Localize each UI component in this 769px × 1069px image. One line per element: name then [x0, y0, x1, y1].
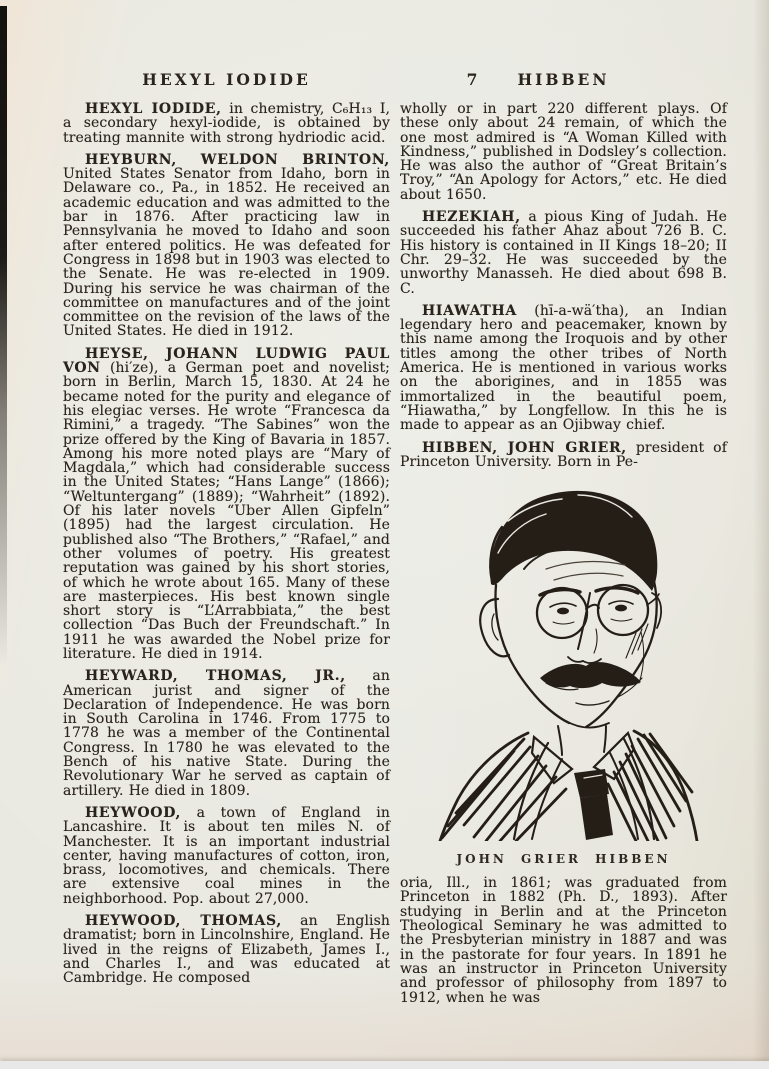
entry-heywood-thomas-continuation: wholly or in part 220 different plays. Of these only about 24 remain, of which the one most admired is “A Woman Killed with Kindness,” published in Dodsley’s collection. He was also the author of “Great Britain’s Troy,” “An Apology for Actors,” etc. He died about 1650.: [400, 101, 727, 203]
scan-edge-left: [0, 6, 7, 666]
entry-body: a town of England in Lancashire. It is about ten miles N. of Manchester. It is an important industrial center, having manufactures of cotton, iron, brass, locomotives, and chemicals. There are extensive coal mines in the neighborhood. Pop. about 27,000.: [63, 804, 390, 907]
entry-term: HEYWOOD, THOMAS,: [85, 913, 282, 930]
entry-heywood-town: [63, 806, 390, 906]
portrait-hair: [490, 491, 657, 591]
running-head: [63, 70, 769, 89]
entry-term: HEXYL IODIDE,: [85, 101, 222, 117]
entry-term: HEYWARD, THOMAS, JR.,: [85, 668, 346, 685]
entry-body: (hi′ze), a German poet and novelist; born in Berlin, March 15, 1830. At 24 he became noted for the purity and elegance of his elegiac verses. He wrote “Francesca da Rimini,” a tragedy. “The Sabines” won the prize offered by the King of Bavaria in 1857. Among his more noted plays are “Mary of Magdala,” which had considerable success in the United States; “Hans Lange” (1866); “Weltuntergang” (1889); “Wahrheit” (1892). Of his later novels “Uber Allen Gipfeln” (1895) had the largest circulation. He published also “The Brothers,” “Rafael,” and other volumes of poetry. His greatest reputation was gained by his short stories, of which he wrote about 165. Many of these are masterpieces. His best known single short story is “L’Arrabbiata,” the best collection “Das Buch der Freundschaft.” In 1911 he was awarded the Nobel prize for literature. He died in 1914.: [63, 360, 390, 662]
entry-body: president of Princeton University. Born in Pe-: [400, 439, 727, 470]
entry-hexyl-iodide: [63, 102, 390, 145]
entry-heyse: [63, 347, 390, 662]
scan-edge-bottom: [0, 1061, 769, 1069]
entry-hiawatha: [400, 304, 727, 433]
entry-term: HIBBEN, JOHN GRIER,: [422, 439, 627, 456]
portrait-suit: [440, 731, 697, 841]
scan-edge-right: [753, 0, 769, 1069]
entry-body: an English dramatist; born in Lincolnshire, England. He lived in the reigns of Elizabeth, James I., and Charles I., and was educated at Cambridge. He composed: [63, 913, 390, 987]
running-head-left-title: HEXYL IODIDE: [142, 70, 311, 89]
entry-term: HIAWATHA: [422, 302, 517, 319]
left-column: [63, 102, 390, 1005]
entry-body: United States Senator from Idaho, born in Delaware co., Pa., in 1852. He received an academic education and was admitted to the bar in 1876. After practicing law in Pennsylvania he moved to Idaho and soon after entered politics. He was defeated for Congress in 1898 but in 1903 was elected to the Senate. He was re-elected in 1909. During his service he was chairman of the committee on manufactures and of the joint committee on the revision of the laws of the United States. He died in 1912.: [63, 166, 390, 340]
entry-body: an American jurist and signer of the Declaration of Independence. He was born in South Carolina in 1746. From 1775 to 1778 he was a member of the Continental Congress. In 1780 he was elevated to the Bench of his native State. During the Revolutionary War he served as captain of artillery. He died in 1809.: [63, 668, 390, 799]
portrait-figure: [400, 481, 727, 866]
entry-hibben-continuation: oria, Ill., in 1861; was graduated from Princeton in 1882 (Ph. D., 1893). After studying in Berlin and at the Princeton Theological Seminary he was admitted to the Presbyterian ministry in 1887 and was in the pastorate for four years. In 1891 he was an instructor in Princeton University and professor of philosophy from 1897 to 1912, when he was: [400, 875, 727, 1006]
page-number: 7: [466, 70, 478, 89]
entry-term: HEYBURN, WELDON BRINTON,: [85, 151, 390, 168]
portrait-caption: JOHN GRIER HIBBEN: [456, 852, 671, 867]
portrait-tie: [574, 769, 613, 840]
portrait-illustration: [428, 481, 700, 841]
text-columns: [63, 102, 727, 1005]
entry-term: HEZEKIAH,: [422, 209, 521, 226]
entry-term: HEYSE, JOHANN LUDWIG PAUL VON: [63, 345, 390, 377]
entry-term: HEYWOOD,: [85, 804, 182, 821]
entry-body: a pious King of Judah. He succeeded his father Ahaz about 726 B. C. His history is contained in II Kings 18–20; II Chr. 29–32. He was succeeded by the unworthy Manasseh. He died about 698 B. C.: [400, 209, 727, 297]
running-head-right-title: HIBBEN: [517, 70, 610, 89]
entry-body: (hī-a-wä′tha), an Indian legendary hero and peacemaker, known by this name among the Iroquois and by other titles among the other tribes of North America. He is mentioned in various works on the aborigines, and in 1855 was immortalized in the beautiful poem, “Hiawatha,” by Longfellow. In this he is made to appear as an Ojibway chief.: [400, 302, 727, 434]
entry-heyward: [63, 669, 390, 798]
entry-body: in chemistry, C₆H₁₃ I, a secondary hexyl-iodide, is obtained by treating mannite with strong hydriodic acid.: [63, 101, 391, 146]
entry-hibben-intro: [400, 441, 727, 470]
entry-hezekiah: [400, 210, 727, 296]
right-column: [400, 102, 727, 1005]
entry-heywood-thomas: [63, 914, 390, 985]
entry-heyburn: [63, 153, 390, 339]
